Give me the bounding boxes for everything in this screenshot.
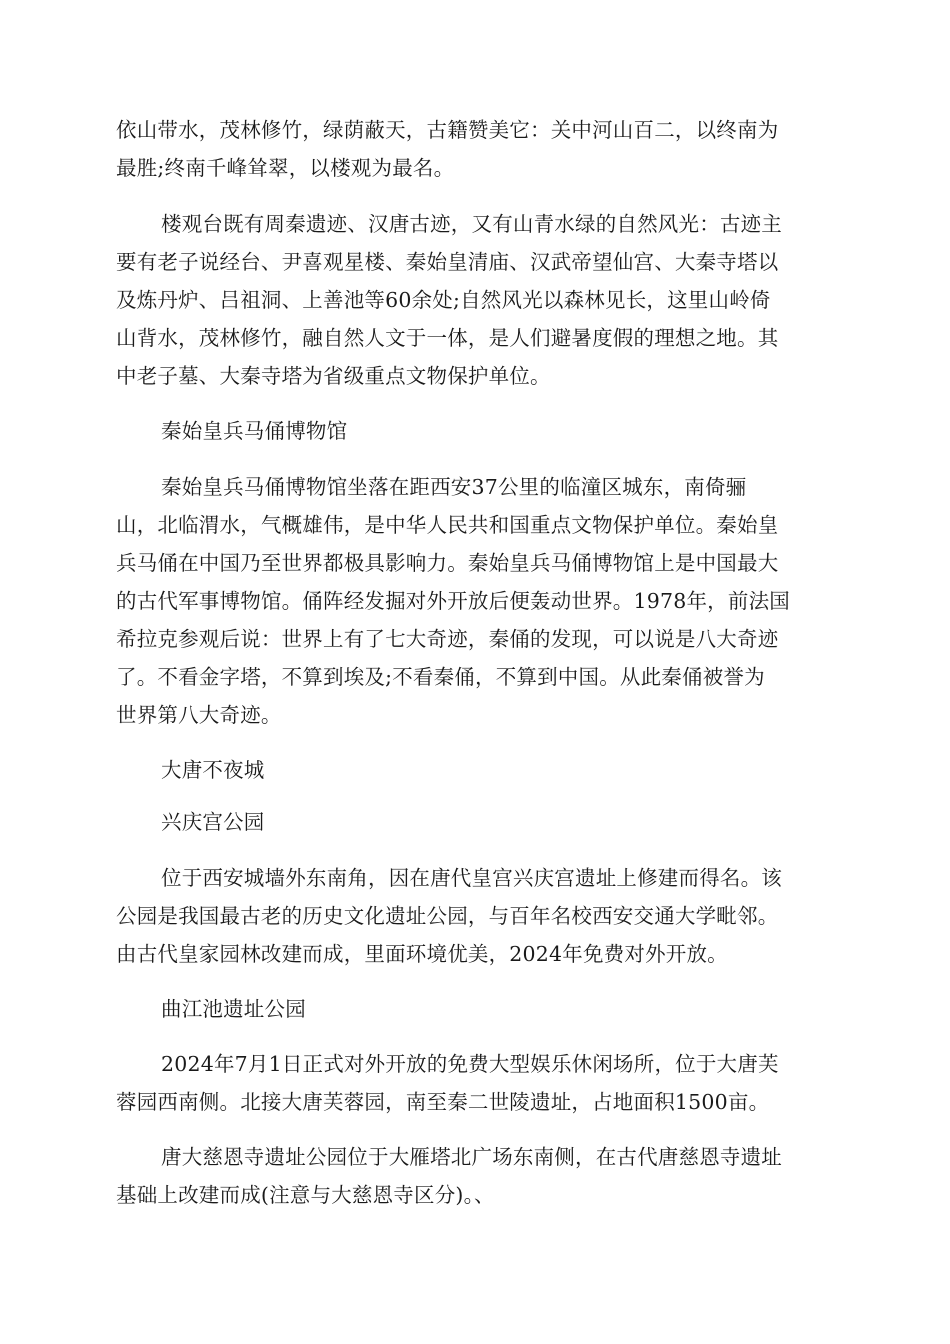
text-line: 山背水，茂林修竹，融自然人文于一体，是人们避暑度假的理想之地。其 bbox=[116, 326, 779, 350]
text-line: 山，北临渭水，气概雄伟，是中华人民共和国重点文物保护单位。秦始皇 bbox=[116, 513, 779, 537]
text-line: 了。不看金字塔，不算到埃及;不看秦俑，不算到中国。从此秦俑被誉为 bbox=[116, 665, 765, 689]
text-line: 及炼丹炉、吕祖洞、上善池等60余处;自然风光以森林见长，这里山岭倚 bbox=[116, 288, 771, 312]
text-line: 蓉园西南侧。北接大唐芙蓉园，南至秦二世陵遗址，占地面积1500亩。 bbox=[116, 1090, 770, 1114]
section-heading: 曲江池遗址公园 bbox=[161, 997, 306, 1021]
text-line: 中老子墓、大秦寺塔为省级重点文物保护单位。 bbox=[116, 364, 551, 388]
text-line: 依山带水，茂林修竹，绿荫蔽天，古籍赞美它：关中河山百二，以终南为 bbox=[116, 118, 779, 142]
text-line: 公园是我国最古老的历史文化遗址公园，与百年名校西安交通大学毗邻。 bbox=[116, 904, 779, 928]
text-line: 要有老子说经台、尹喜观星楼、秦始皇清庙、汉武帝望仙宫、大秦寺塔以 bbox=[116, 250, 779, 274]
section-heading: 大唐不夜城 bbox=[161, 758, 265, 782]
text-line: 2024年7月1日正式对外开放的免费大型娱乐休闲场所，位于大唐芙 bbox=[161, 1052, 779, 1076]
text-line: 基础上改建而成(注意与大慈恩寺区分)。、 bbox=[116, 1183, 495, 1207]
text-line: 由古代皇家园林改建而成，里面环境优美，2024年免费对外开放。 bbox=[116, 942, 728, 966]
text-line: 的古代军事博物馆。俑阵经发掘对外开放后便轰动世界。1978年，前法国 bbox=[116, 589, 790, 613]
text-line: 世界第八大奇迹。 bbox=[116, 703, 282, 727]
text-line: 最胜;终南千峰耸翠，以楼观为最名。 bbox=[116, 156, 455, 180]
section-heading: 秦始皇兵马俑博物馆 bbox=[161, 419, 348, 443]
section-heading: 兴庆宫公园 bbox=[161, 810, 265, 834]
text-line: 兵马俑在中国乃至世界都极具影响力。秦始皇兵马俑博物馆上是中国最大 bbox=[116, 551, 779, 575]
text-line: 希拉克参观后说：世界上有了七大奇迹，秦俑的发现，可以说是八大奇迹 bbox=[116, 627, 779, 651]
text-line: 位于西安城墙外东南角，因在唐代皇宫兴庆宫遗址上修建而得名。该 bbox=[161, 866, 782, 890]
text-line: 秦始皇兵马俑博物馆坐落在距西安37公里的临潼区城东，南倚骊 bbox=[161, 475, 747, 499]
text-line: 唐大慈恩寺遗址公园位于大雁塔北广场东南侧，在古代唐慈恩寺遗址 bbox=[161, 1145, 782, 1169]
text-line: 楼观台既有周秦遗迹、汉唐古迹，又有山青水绿的自然风光：古迹主 bbox=[161, 212, 782, 236]
